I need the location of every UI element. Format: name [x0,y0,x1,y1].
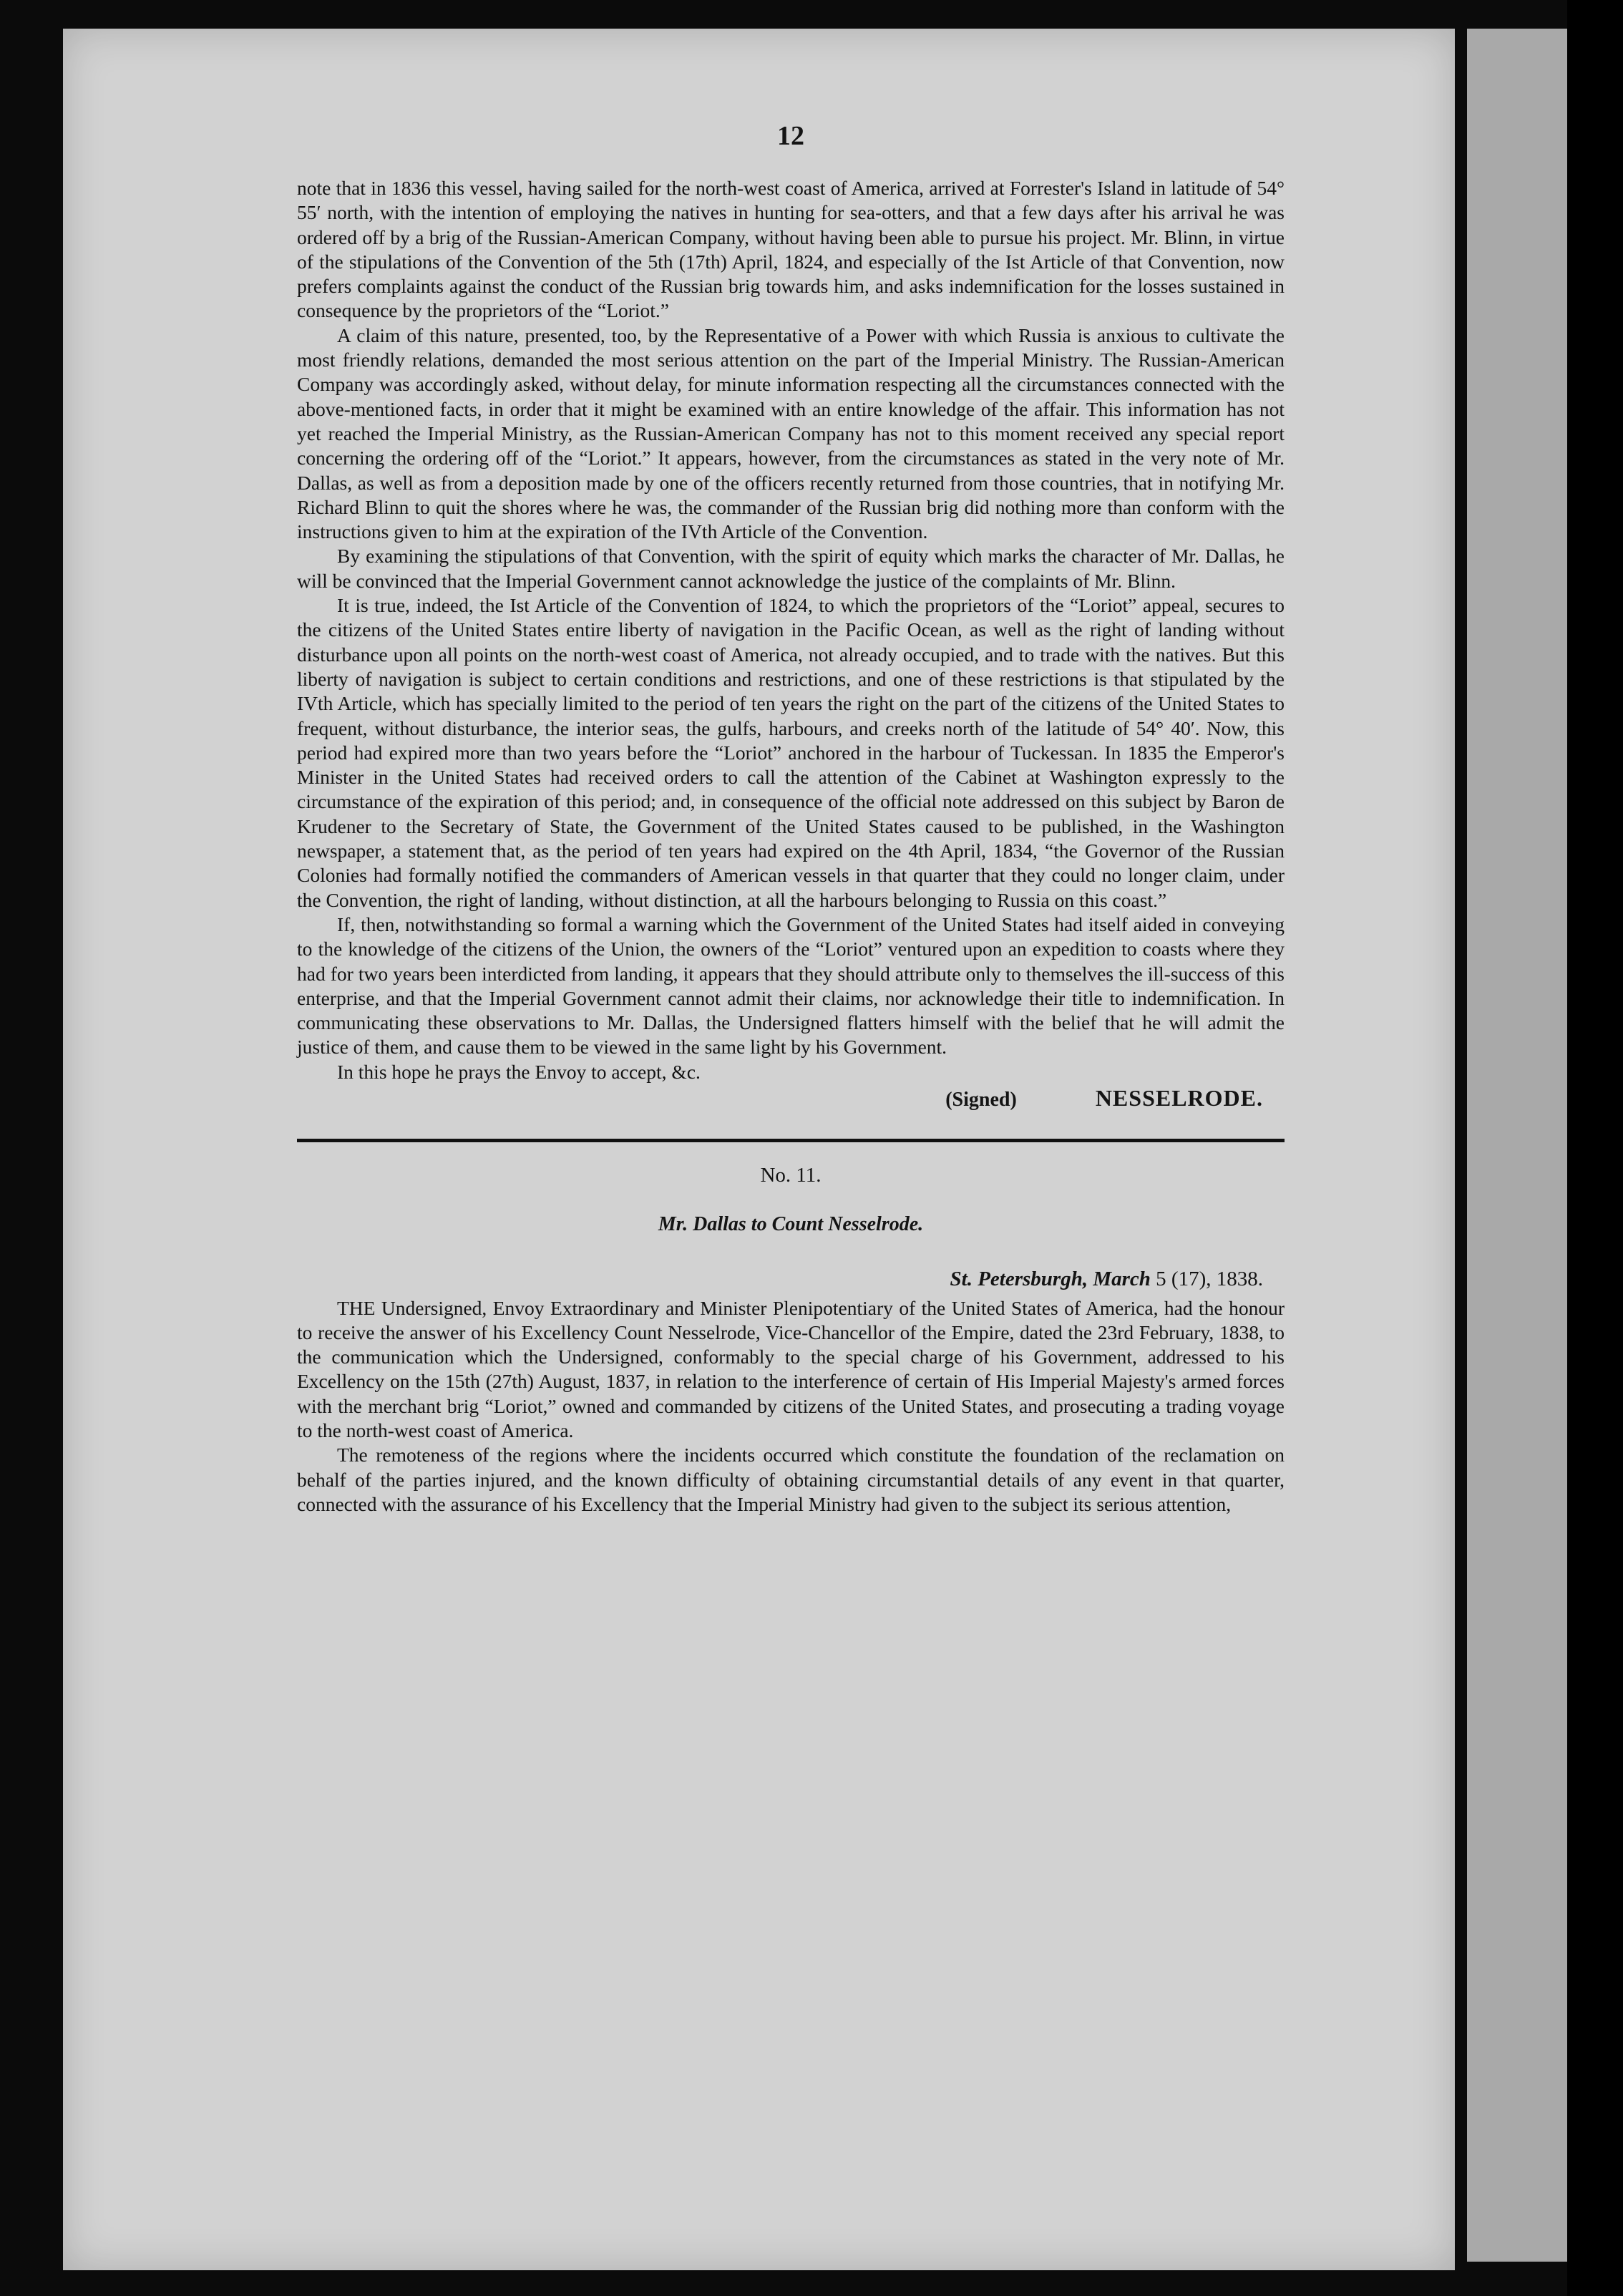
dateline-date: 5 (17), 1838. [1156,1268,1263,1291]
paragraph: A claim of this nature, presented, too, by the Representative of a Power with which Russia is anxious to cultivate the most friendly relations, demanded the most serious attention on the part of the Imperial Ministry. The Russian-American Company was accordingly asked, without delay, for minute information respecting all the circumstances connected with the above-mentioned facts, in order that it might be examined with an entire knowledge of the affair. This information has not yet reached the Imperial Ministry, as the Russian-American Company has not to this moment received any special report concerning the ordering off of the “Loriot.” It appears, however, from the circumstances as stated in the very note of Mr. Dallas, as well as from a deposition made by one of the officers recently returned from those countries, that in notifying Mr. Richard Blinn to quit the shores where he was, the commander of the Russian brig did nothing more than conform with the instructions given to him at the expiration of the IVth Article of the Convention. [297,324,1285,543]
page-content [297,122,1285,1517]
paragraph: THE Undersigned, Envoy Extraordinary and Minister Plenipotentiary of the United States of America, had the honour to receive the answer of his Excellency Count Nesselrode, Vice-Chancellor of the Empire, dated the 23rd February, 1838, to the communication which the Undersigned, conformably to the special charge of his Government, addressed to his Excellency on the 15th (27th) August, 1837, in relation to the interference of certain of His Imperial Majesty's armed forces with the merchant brig “Loriot,” owned and commanded by citizens of the United States, and prosecuting a trading voyage to the north-west coast of America. [297,1296,1285,1442]
page-number: 12 [777,121,804,151]
dateline-place: St. Petersburgh, March [950,1268,1151,1291]
signature-block [297,1086,1285,1117]
paragraph: It is true, indeed, the Ist Article of the Convention of 1824, to which the proprietors of the “Loriot” appeal, secures to the citizens of the United States entire liberty of navigation in the Pacific Ocean, as well as the right of landing without disturbance upon all points on the north-west coast of America, not already occupied, and to trade with the natives. But this liberty of navigation is subject to certain conditions and restrictions, and one of these restrictions is that stipulated by the IVth Article, which has specially limited to the period of ten years the right on the part of the citizens of the United States to frequent, without disturbance, the interior seas, the gulfs, harbours, and creeks north of the latitude of 54° 40′. Now, this period had expired more than two years before the “Loriot” anchored in the harbour of Tuckessan. In 1835 the Emperor's Minister in the United States had received orders to call the attention of the Cabinet at Washington expressly to the circumstance of the expiration of this period; and, in consequence of the official note addressed on this subject by Baron de Krudener to the Secretary of State, the Government of the United States caused to be published, in the Washington newspaper, a statement that, as the period of ten years had expired on the 4th April, 1834, “the Governor of the Russian Colonies had formally notified the commanders of American vessels in that quarter that they could no longer claim, under the Convention, the right of landing, without distinction, at all the harbours belonging to Russia on this coast.” [297,594,1285,911]
section-divider [297,1139,1285,1142]
paragraph: By examining the stipulations of that Convention, with the spirit of equity which marks the character of Mr. Dallas, he will be convinced that the Imperial Government cannot acknowledge the justice of the complaints of Mr. Blinn. [297,545,1285,592]
document-title: Mr. Dallas to Count Nesselrode. [658,1212,924,1235]
paragraph: The remoteness of the regions where the incidents occurred which constitute the foundation of the reclamation on behalf of the parties injured, and the known difficulty of obtaining circumstantial details of any event in that quarter, connected with the assurance of his Excellency that the Imperial Ministry had given to the subject its serious attention, [297,1444,1285,1515]
paragraph: If, then, notwithstanding so formal a warning which the Government of the United States had itself aided in conveying to the knowledge of the citizens of the Union, the owners of the “Loriot” ventured upon an expedition to coasts where they had for two years been interdicted from landing, it appears that they should attribute only to themselves the ill-success of this enterprise, and that the Imperial Government cannot admit their claims, nor acknowledge their title to indemnification. In communicating these observations to Mr. Dallas, the Undersigned flatters himself with the belief that he will admit the justice of them, and cause them to be viewed in the same light by his Government. [297,913,1285,1059]
paragraph: note that in 1836 this vessel, having sailed for the north-west coast of America, arrived at Forrester's Island in latitude of 54° 55′ north, with the intention of employing the natives in hunting for sea-otters, and that a few days after his arrival he was ordered off by a brig of the Russian-American Company, without having been able to pursue his project. Mr. Blinn, in virtue of the stipulations of the Convention of the 5th (17th) April, 1824, and especially of the Ist Article of that Convention, now prefers complaints against the conduct of the Russian brig towards him, and asks indemnification for the losses sustained in consequence by the proprietors of the “Loriot.” [297,177,1285,322]
signer-name: NESSELRODE. [1095,1084,1263,1111]
document-number: No. 11. [760,1163,822,1187]
signed-label: (Signed) [945,1088,1017,1111]
dateline [297,1267,1263,1291]
scan-border [1567,0,1623,2296]
paragraph: In this hope he prays the Envoy to accept, &c. [337,1060,701,1083]
